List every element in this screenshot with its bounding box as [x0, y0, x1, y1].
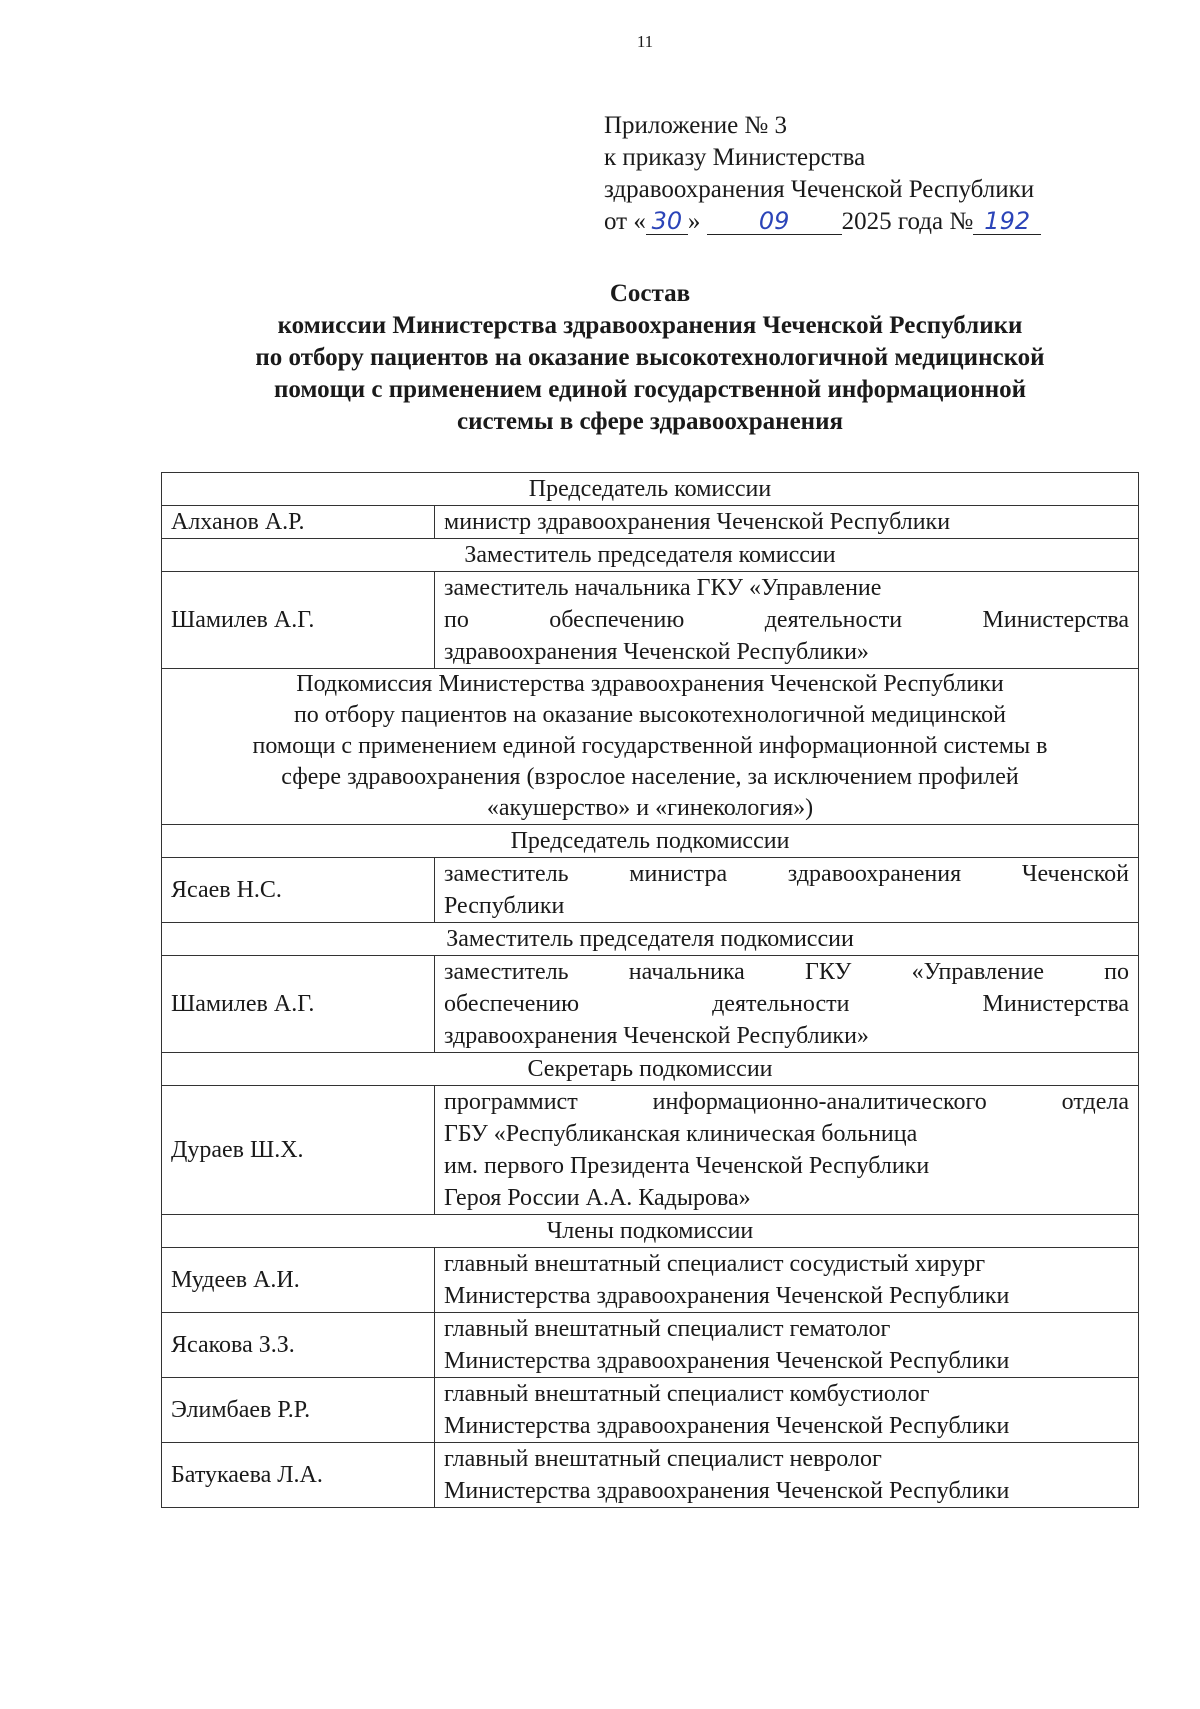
table-row [162, 506, 1139, 539]
member-name: Ясаев Н.С. [162, 858, 435, 923]
year-text: 2025 года № [841, 208, 974, 235]
members-heading: Члены подкомиссии [162, 1215, 1139, 1248]
title-line: системы в сфере здравоохранения [456, 408, 844, 435]
role-line: здравоохранения Чеченской Республики» [444, 1023, 869, 1049]
member-name: Шамилев А.Г. [162, 572, 435, 669]
table-row [162, 858, 1139, 923]
member-role [435, 572, 1139, 669]
table-row [162, 1248, 1139, 1313]
role-line: Республики [444, 893, 565, 919]
member-role [435, 506, 1139, 539]
member-role [435, 858, 1139, 923]
member-name: Мудеев А.И. [162, 1248, 435, 1313]
member-role [435, 1086, 1139, 1215]
role-line: министр здравоохранения Чеченской Республики [444, 509, 951, 535]
role-line: программист информационно-аналитического отдела [444, 1089, 1129, 1115]
section-row [162, 1215, 1139, 1248]
subcommission-line: по отбору пациентов на оказание высокотехнологичной медицинской [293, 702, 1007, 728]
order-date-line [604, 206, 1041, 238]
role-line: Героя России А.А. Кадырова» [444, 1185, 751, 1211]
title-line: комиссии Министерства здравоохранения Чеченской Республики [277, 312, 1023, 339]
subcommission-line: помощи с применением единой государственной информационной системы в [252, 733, 1048, 759]
section-row [162, 539, 1139, 572]
member-name: Элимбаев Р.Р. [162, 1378, 435, 1443]
table-row [162, 956, 1139, 1053]
role-line: Министерства здравоохранения Чеченской Республики [444, 1478, 1010, 1504]
role-line: здравоохранения Чеченской Республики» [444, 639, 869, 665]
sub-chair-heading: Председатель подкомиссии [162, 825, 1139, 858]
section-row [162, 669, 1139, 825]
commission-table [161, 472, 1139, 1508]
deputy-heading: Заместитель председателя комиссии [162, 539, 1139, 572]
handwritten-order-number: 192 [973, 208, 1041, 235]
member-role [435, 1443, 1139, 1508]
role-line: главный внештатный специалист гематолог [444, 1316, 891, 1342]
table-row [162, 1086, 1139, 1215]
title-line: Состав [609, 280, 691, 307]
table-row [162, 1378, 1139, 1443]
title-line: по отбору пациентов на оказание высокотехнологичной медицинской [255, 344, 1045, 371]
date-prefix: от « [604, 208, 646, 235]
title-line: помощи с применением единой государственной информационной [273, 376, 1027, 403]
role-line: Министерства здравоохранения Чеченской Республики [444, 1348, 1010, 1374]
role-line: главный внештатный специалист сосудистый хирург [444, 1251, 986, 1277]
member-role [435, 1313, 1139, 1378]
section-row [162, 923, 1139, 956]
section-row [162, 825, 1139, 858]
subcommission-line: Подкомиссия Министерства здравоохранения Чеченской Республики [296, 671, 1004, 697]
role-line: Министерства здравоохранения Чеченской Республики [444, 1413, 1010, 1439]
subcommission-heading [162, 669, 1139, 825]
table-row [162, 1313, 1139, 1378]
member-name: Ясакова З.З. [162, 1313, 435, 1378]
member-name: Алханов А.Р. [162, 506, 435, 539]
role-line: заместитель начальника ГКУ «Управление по [444, 959, 1129, 985]
appendix-line: Приложение № 3 [604, 112, 788, 139]
appendix-block [604, 110, 1041, 238]
role-line: главный внештатный специалист комбустиолог [444, 1381, 930, 1407]
role-line: по обеспечению деятельности Министерства [444, 607, 1129, 633]
role-line: им. первого Президента Чеченской Республики [444, 1153, 930, 1179]
secretary-heading: Секретарь подкомиссии [162, 1053, 1139, 1086]
appendix-line: к приказу Министерства [604, 144, 866, 171]
table-row [162, 1443, 1139, 1508]
appendix-line: здравоохранения Чеченской Республики [604, 176, 1035, 203]
member-role [435, 1248, 1139, 1313]
member-name: Шамилев А.Г. [162, 956, 435, 1053]
role-line: главный внештатный специалист невролог [444, 1446, 882, 1472]
role-line: обеспечению деятельности Министерства [444, 991, 1129, 1017]
role-line: Министерства здравоохранения Чеченской Республики [444, 1283, 1010, 1309]
handwritten-day: 30 [646, 208, 688, 235]
member-name: Дураев Ш.Х. [162, 1086, 435, 1215]
chair-heading: Председатель комиссии [162, 473, 1139, 506]
subcommission-line: «акушерство» и «гинекология») [486, 795, 814, 821]
member-role [435, 956, 1139, 1053]
role-line: заместитель министра здравоохранения Чеченской [444, 861, 1129, 887]
section-row [162, 1053, 1139, 1086]
role-line: ГБУ «Республиканская клиническая больница [444, 1121, 918, 1147]
section-row [162, 473, 1139, 506]
sub-deputy-heading: Заместитель председателя подкомиссии [162, 923, 1139, 956]
date-mid: » [687, 208, 701, 235]
handwritten-month: 09 [707, 208, 842, 235]
member-role [435, 1378, 1139, 1443]
subcommission-line: сфере здравоохранения (взрослое население, за исключением профилей [281, 764, 1019, 790]
table-row [162, 572, 1139, 669]
member-name: Батукаева Л.А. [162, 1443, 435, 1508]
document-title [160, 278, 1140, 438]
role-line: заместитель начальника ГКУ «Управление [444, 575, 882, 601]
page-number: 11 [636, 32, 654, 51]
